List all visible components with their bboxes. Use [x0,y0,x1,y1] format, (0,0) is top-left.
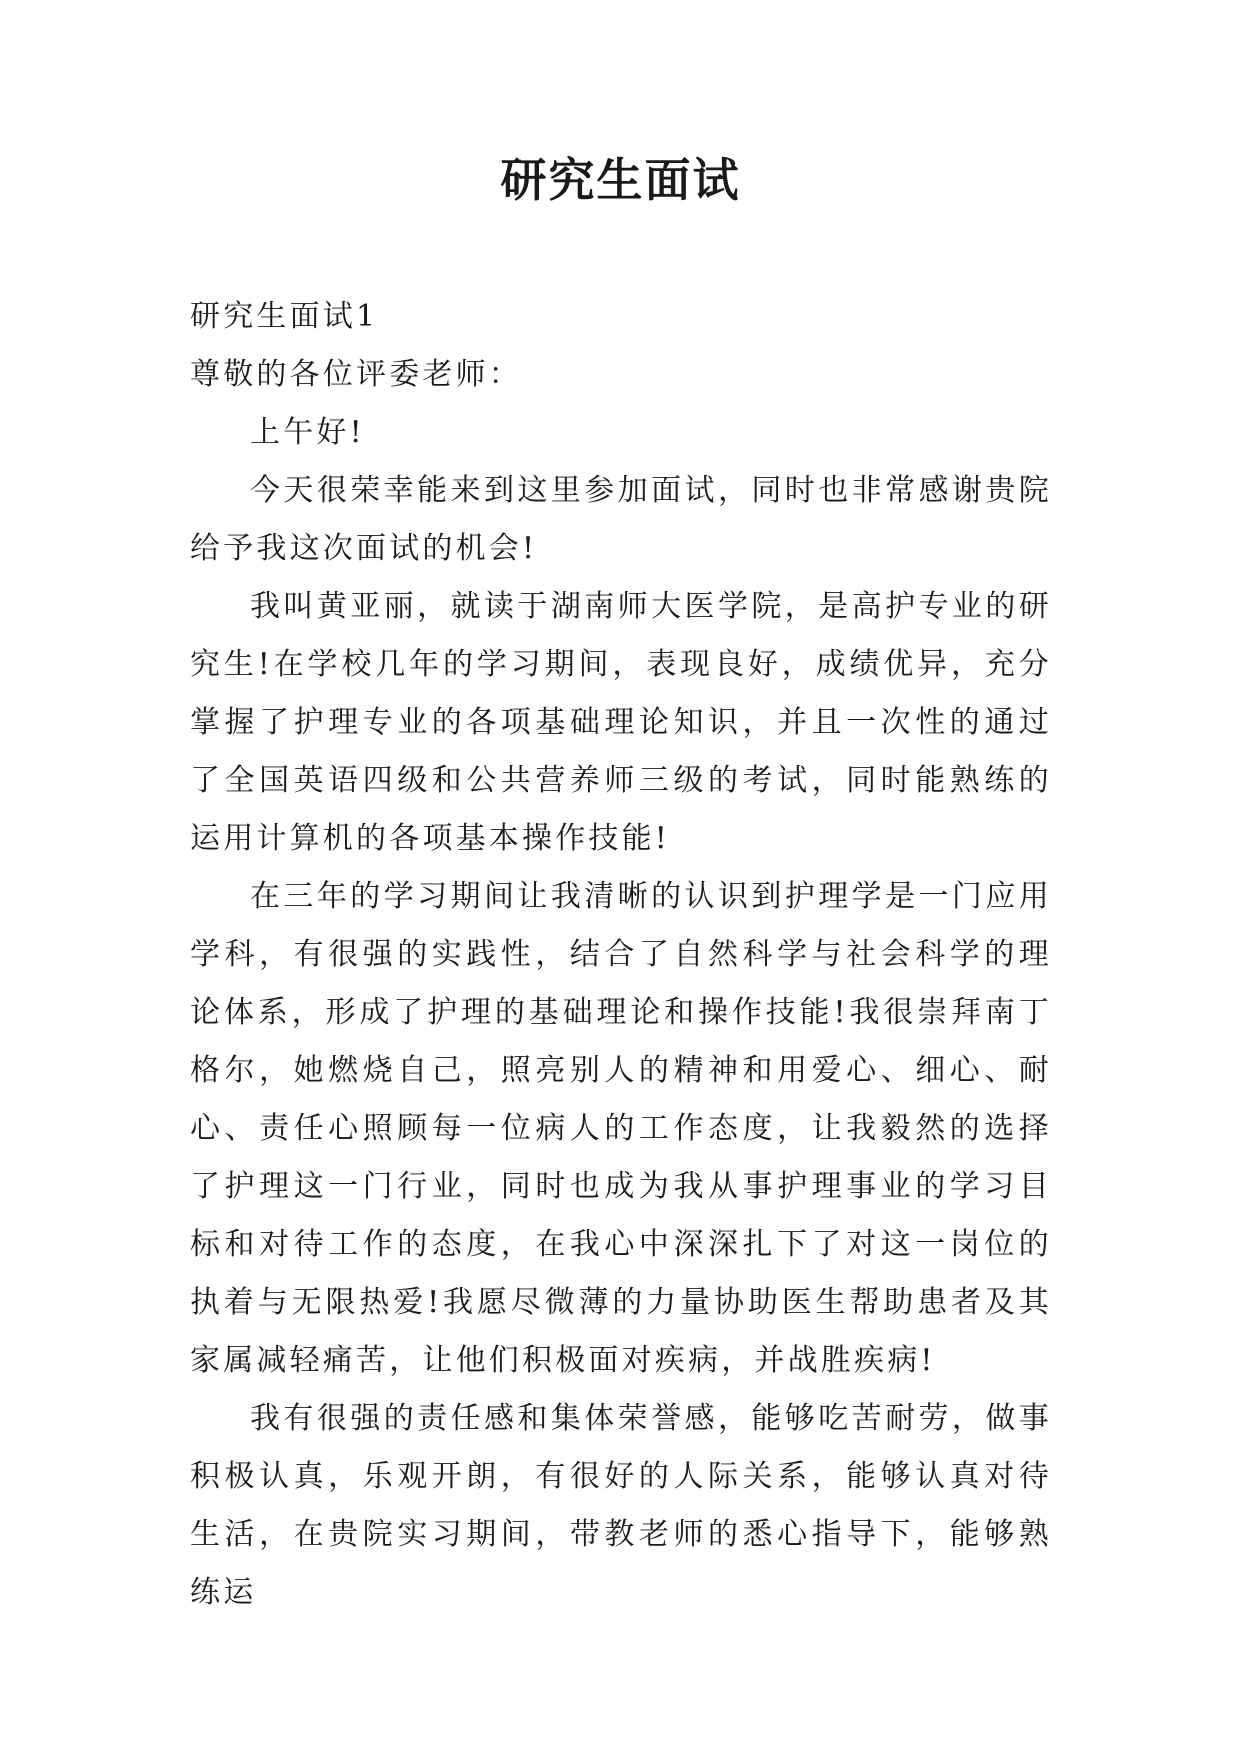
greeting: 上午好! [250,415,365,450]
paragraph: 我叫黄亚丽，就读于湖南师大医学院，是高护专业的研究生!在学校几年的学习期间，表现良好，成绩优异，充分掌握了护理专业的各项基础理论知识，并且一次性的通过了全国英语四级和公共营养师三级的考试，同时能熟练的运用计算机的各项基本操作技能! [190,589,1052,856]
document-title: 研究生面试 [500,153,741,207]
salutation: 尊敬的各位评委老师： [190,357,522,392]
paragraph: 今天很荣幸能来到这里参加面试，同时也非常感谢贵院给予我这次面试的机会! [190,473,1052,566]
paragraph: 我有很强的责任感和集体荣誉感，能够吃苦耐劳，做事积极认真，乐观开朗，有很好的人际关系，能够认真对待生活，在贵院实习期间，带教老师的悉心指导下，能够熟练运 [190,1401,1052,1610]
paragraph: 在三年的学习期间让我清晰的认识到护理学是一门应用学科，有很强的实践性，结合了自然科学与社会科学的理论体系，形成了护理的基础理论和操作技能!我很崇拜南丁格尔，她燃烧自己，照亮别人的精神和用爱心、细心、耐心、责任心照顾每一位病人的工作态度，让我毅然的选择了护理这一门行业，同时也成为我从事护理事业的学习目标和对待工作的态度，在我心中深深扎下了对这一岗位的执着与无限热爱!我愿尽微薄的力量协助医生帮助患者及其家属减轻痛苦，让他们积极面对疾病，并战胜疾病! [190,879,1052,1378]
document-body [190,288,1052,1622]
section-heading: 研究生面试1 [190,299,379,334]
